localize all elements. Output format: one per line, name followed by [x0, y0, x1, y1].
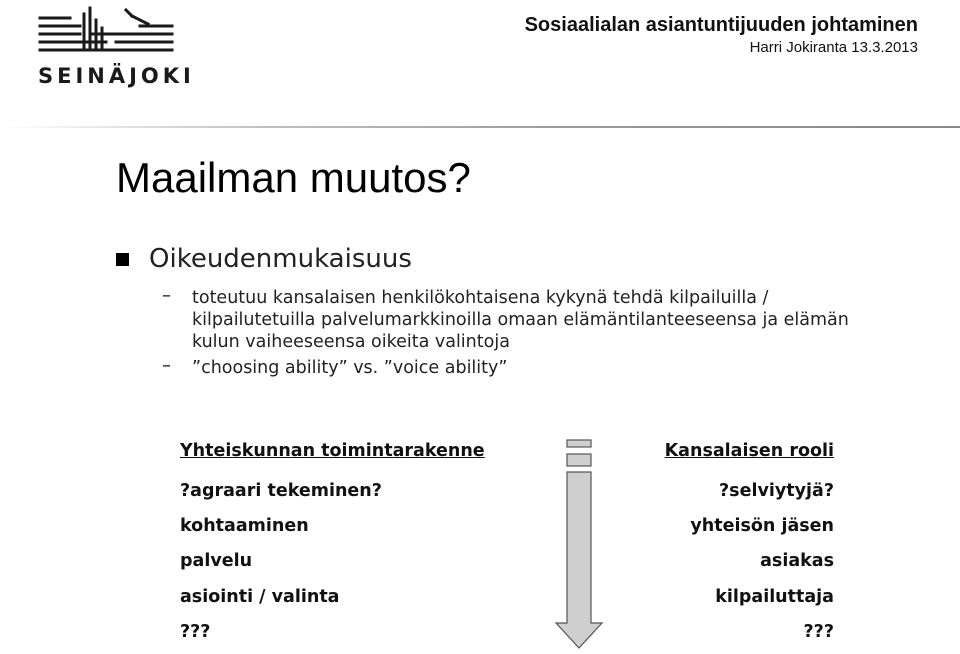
- seinajoki-logo: [30, 2, 195, 92]
- presenter-and-date: Harri Jokiranta 13.3.2013: [749, 39, 918, 56]
- city-skyline-icon: [36, 2, 176, 62]
- sub-bullet-text: ”choosing ability” vs. ”voice ability”: [192, 358, 508, 378]
- presentation-title: Sosiaalialan asiantuntijuuden johtaminen: [524, 14, 918, 36]
- down-arrow-icon: [554, 438, 604, 650]
- right-column-item: asiakas: [760, 551, 834, 571]
- bullet-item: [116, 244, 412, 274]
- left-column-heading: Yhteiskunnan toimintarakenne: [180, 441, 485, 461]
- right-column-item: yhteisön jäsen: [690, 516, 834, 536]
- left-column-item: palvelu: [180, 551, 253, 571]
- sub-bullet-text: toteutuu kansalaisen henkilökohtaisena kykynä tehdä kilpailuilla / kilpailutetuilla palvelumarkkinoilla omaan elämäntilanteeseensa ja elämän kulun vaiheeseensa oikeita valintoja: [192, 288, 849, 352]
- right-column-item: kilpailuttaja: [715, 587, 834, 607]
- square-bullet-icon: [116, 253, 129, 266]
- dash-icon: –: [162, 285, 171, 306]
- right-column-item: ???: [803, 622, 834, 642]
- right-column-heading: Kansalaisen rooli: [664, 441, 834, 461]
- header-divider: [0, 126, 960, 128]
- bullet-text: Oikeudenmukaisuus: [149, 244, 412, 274]
- left-column-item: ?agraari tekeminen?: [180, 481, 382, 501]
- down-arrow: [554, 438, 604, 654]
- right-column: [664, 441, 834, 642]
- right-column-item: ?selviytyjä?: [719, 481, 834, 501]
- dash-icon: –: [162, 355, 171, 376]
- left-column-item: ???: [180, 622, 211, 642]
- left-column-item: asiointi / valinta: [180, 587, 340, 607]
- left-column-item: kohtaaminen: [180, 516, 309, 536]
- logo-wordmark: SEINÄJOKI: [38, 64, 195, 88]
- left-column: [180, 441, 485, 642]
- slide-title: Maailman muutos?: [116, 154, 471, 201]
